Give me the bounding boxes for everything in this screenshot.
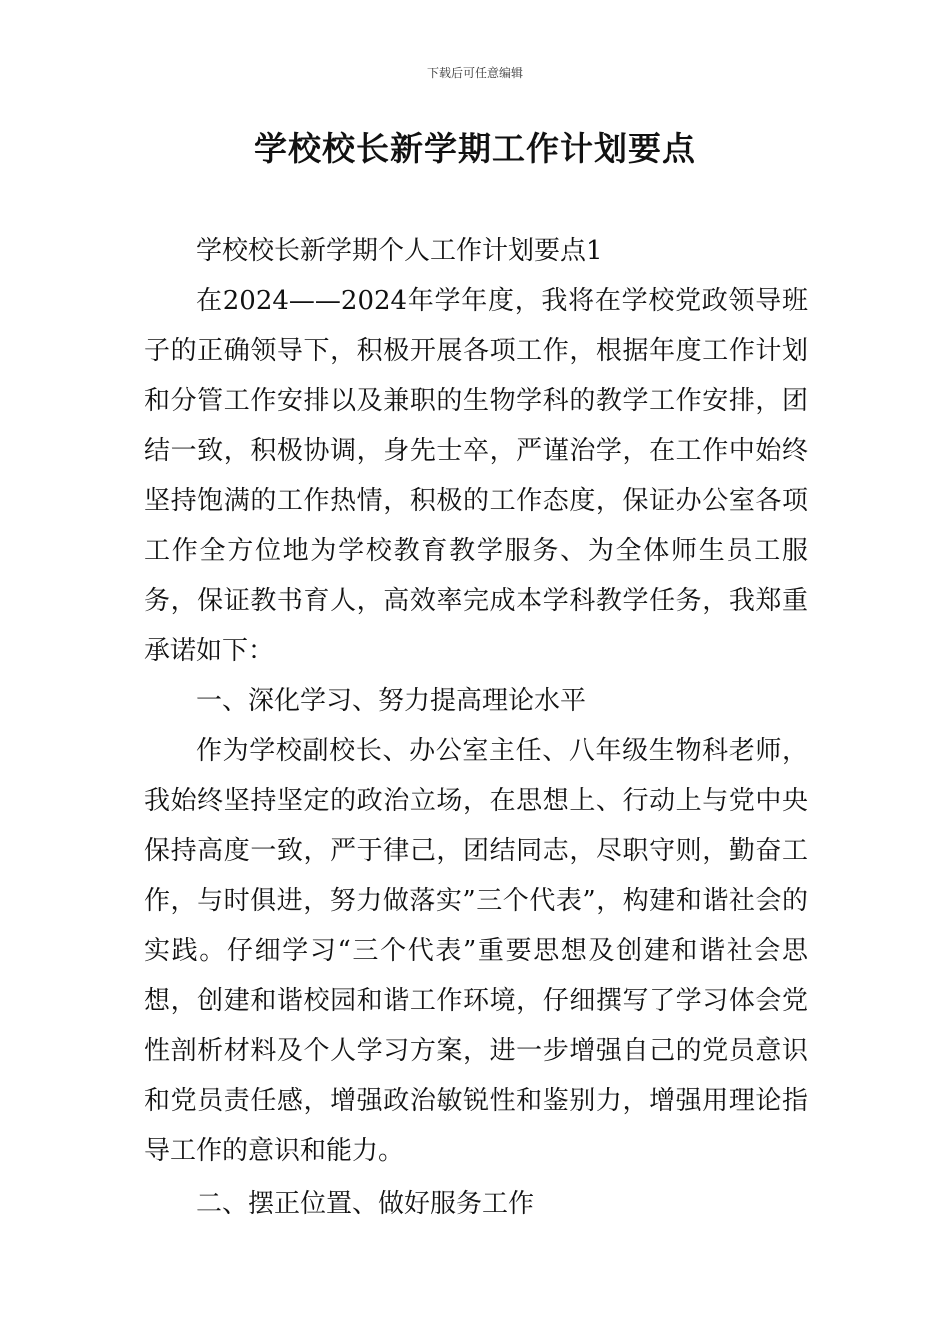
page-header-note: 下载后可任意编辑	[426, 66, 523, 80]
document-body	[144, 226, 808, 1229]
document-subtitle: 学校校长新学期个人工作计划要点1	[196, 236, 603, 266]
paragraph-intro: 在2024——2024年学年度，我将在学校党政领导班子的正确领导下，积极开展各项工作，根据年度工作计划和分管工作安排以及兼职的生物学科的教学工作安排，团结一致，积极协调，身先士卒，严谨治学，在工作中始终坚持饱满的工作热情，积极的工作态度，保证办公室各项工作全方位地为学校教育教学服务、为全体师生员工服务，保证教书育人，高效率完成本学科教学任务，我郑重承诺如下：	[144, 286, 808, 666]
paragraph-section-1: 作为学校副校长、办公室主任、八年级生物科老师，我始终坚持坚定的政治立场，在思想上、行动上与党中央保持高度一致，严于律己，团结同志，尽职守则，勤奋工作，与时俱进，努力做落实”三个代表”，构建和谐社会的实践。仔细学习“三个代表”重要思想及创建和谐社会思想，创建和谐校园和谐工作环境，仔细撰写了学习体会党性剖析材料及个人学习方案，进一步增强自己的党员意识和党员责任感，增强政治敏锐性和鉴别力，增强用理论指导工作的意识和能力。	[144, 736, 808, 1166]
section-heading-1: 一、深化学习、努力提高理论水平	[196, 686, 587, 716]
document-title: 学校校长新学期工作计划要点	[254, 129, 696, 168]
section-heading-2: 二、摆正位置、做好服务工作	[196, 1189, 535, 1219]
